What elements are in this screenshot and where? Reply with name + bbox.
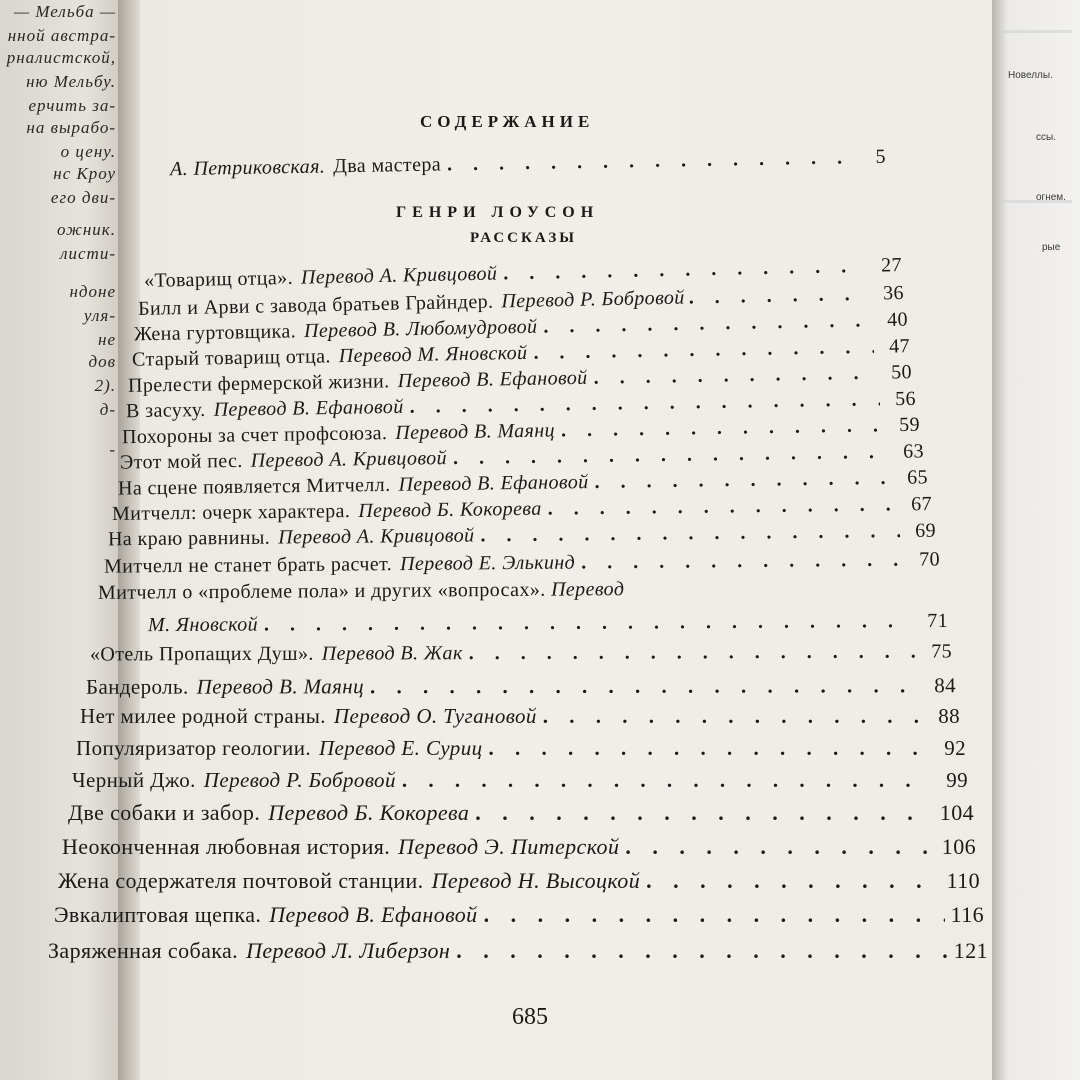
left-text-fragment: ожник. [56, 220, 116, 239]
entry-title: Черный Джо. [72, 768, 196, 792]
entry-page: 99 [946, 768, 968, 792]
leader-dots [264, 610, 912, 636]
leader-dots [593, 362, 876, 390]
entry-page: 56 [894, 387, 917, 411]
entry-title: Митчелл о «проблеме пола» и других «вопросах». [97, 578, 546, 604]
entry-translator: Перевод Е. Элькинд [399, 551, 576, 576]
leader-dots [484, 902, 945, 928]
entry-page: 121 [953, 938, 988, 963]
entry-page: 27 [880, 254, 903, 277]
entry-translator: М. Яновской [147, 613, 259, 637]
left-text-fragment: ндоне [69, 282, 116, 301]
entry-title: Нет милее родной страны. [80, 704, 326, 728]
toc-entry [76, 736, 966, 761]
toc-intro-page: 5 [875, 145, 887, 168]
left-text-fragment: на вырабо- [26, 118, 116, 137]
entry-translator: Перевод В. Ефановой [213, 395, 404, 421]
leader-dots [469, 641, 916, 666]
entry-title: Бандероль. [85, 674, 189, 699]
entry-title: В засуху. [125, 398, 206, 423]
entry-page: 47 [888, 335, 911, 358]
left-text-fragment: д- [99, 400, 116, 419]
faint-line [1002, 30, 1072, 33]
entry-page: 50 [890, 361, 913, 384]
entry-title: Митчелл не станет брать расчет. [103, 553, 393, 578]
toc-entry [58, 868, 980, 894]
entry-translator: Перевод В. Маянц [196, 674, 365, 699]
right-text-fragment: огнем. [1036, 192, 1066, 203]
leader-dots [594, 467, 892, 494]
leader-dots [548, 493, 897, 520]
entry-title: Билл и Арви с завода братьев Грайндер. [137, 290, 494, 321]
left-text-fragment: ню Мельбу. [26, 72, 116, 91]
right-text-fragment: ссы. [1036, 132, 1056, 143]
right-text-fragment: Новеллы. [1008, 70, 1053, 81]
leader-dots [625, 834, 935, 860]
leader-dots [489, 736, 930, 761]
entry-title: Неоконченная любовная история. [62, 834, 391, 859]
toc-entry [86, 673, 956, 700]
leader-dots [480, 520, 900, 547]
entry-title: Митчелл: очерк характера. [111, 500, 351, 526]
leader-dots [402, 768, 932, 793]
leader-dots [456, 938, 948, 964]
toc-entry [54, 902, 984, 928]
left-text-fragment: его дви- [50, 188, 116, 207]
entry-page: 88 [938, 704, 960, 728]
entry-translator: Перевод А. Кривцовой [300, 262, 498, 289]
left-text-fragment: о цену. [60, 142, 116, 161]
leader-dots [475, 800, 934, 826]
left-text-fragment: — Мельба — [14, 2, 116, 21]
left-text-fragment: рналистской, [6, 48, 116, 67]
entry-translator: Перевод Е. Суриц [318, 736, 483, 760]
entry-translator: Перевод Л. Либерзон [246, 938, 451, 963]
left-text-fragment: листи- [60, 244, 116, 263]
entry-translator: Перевод В. Ефановой [397, 366, 588, 393]
entry-page: 40 [886, 308, 909, 331]
entry-page: 92 [944, 736, 966, 760]
left-text-fragment: уля- [83, 306, 116, 325]
left-text-fragment: - [109, 440, 116, 459]
toc-entry-wrapped-line1 [98, 578, 624, 605]
toc-entry [62, 834, 976, 860]
leader-dots [543, 704, 924, 729]
entry-page: 116 [950, 902, 984, 927]
leader-dots [646, 868, 941, 894]
entry-translator: Перевод Р. Бобровой [501, 286, 685, 313]
entry-title: На сцене появляется Митчелл. [117, 473, 391, 500]
entry-translator: Перевод А. Кривцовой [250, 447, 448, 472]
entry-translator: Перевод В. Маянц [395, 419, 556, 444]
author-heading: ГЕНРИ ЛОУСОН [396, 204, 600, 221]
entry-title: Старый товарищ отца. [131, 345, 331, 371]
toc-entry [72, 768, 968, 793]
left-text-fragment: дов [88, 352, 116, 371]
toc-entry [80, 704, 960, 729]
entry-translator: Перевод В. Ефановой [398, 471, 589, 496]
entry-page: 65 [906, 466, 929, 489]
entry-page: 104 [939, 800, 974, 825]
toc-entry-wrapped-line2 [148, 610, 948, 637]
left-text-fragment: нной австра- [7, 26, 116, 45]
entry-page: 67 [911, 492, 933, 516]
entry-translator: Перевод О. Тугановой [333, 704, 537, 728]
entry-title: «Отель Пропащих Душ». [89, 642, 314, 666]
left-text-fragment: ерчить за- [28, 96, 116, 115]
toc-intro-author: А. Петриковская. [169, 155, 326, 181]
entry-title: На краю равнины. [107, 526, 271, 551]
entry-title: Эвкалиптовая щепка. [54, 902, 262, 927]
entry-translator: Перевод Б. Кокорева [358, 497, 542, 522]
entry-page: 71 [927, 609, 949, 633]
leader-dots [581, 549, 904, 575]
entry-page: 36 [882, 281, 905, 305]
toc-title: СОДЕРЖАНИЕ [420, 112, 595, 131]
entry-page: 69 [915, 519, 937, 542]
right-page-fragment [992, 0, 1080, 1080]
entry-title: Этот мой пес. [119, 449, 243, 474]
entry-translator: Перевод М. Яновской [338, 341, 528, 368]
entry-title: Похороны за счет профсоюза. [121, 422, 388, 449]
left-text-fragment: нс Кроу [53, 164, 116, 183]
entry-page: 84 [934, 673, 957, 698]
entry-page: 110 [946, 868, 980, 893]
entry-title: Популяризатор геологии. [76, 736, 311, 760]
toc-entry [48, 938, 988, 964]
entry-translator: Перевод Б. Кокорева [268, 800, 470, 825]
entry-translator: Перевод Р. Бобровой [203, 768, 396, 792]
right-text-fragment: рые [1042, 242, 1061, 253]
entry-page: 63 [902, 440, 925, 463]
left-text-fragment: 2). [94, 376, 116, 395]
entry-title: Две собаки и забор. [68, 800, 261, 825]
entry-page: 70 [919, 548, 941, 571]
entry-translator: Перевод В. Ефановой [269, 902, 478, 927]
entry-translator: Перевод В. Любомудровой [303, 315, 538, 343]
entry-translator: Перевод Э. Питерской [398, 834, 620, 859]
entry-translator: Перевод [550, 578, 625, 601]
toc-intro-title: Два мастера [333, 153, 442, 178]
leader-dots [688, 283, 870, 310]
section-heading: РАССКАЗЫ [470, 230, 577, 246]
entry-translator: Перевод Н. Высоцкой [431, 868, 641, 893]
entry-title: «Товарищ отца». [143, 266, 294, 292]
entry-page: 59 [898, 413, 921, 437]
entry-page: 75 [931, 640, 953, 663]
entry-title: Прелести фермерской жизни. [127, 370, 390, 397]
page-number: 685 [512, 1004, 548, 1030]
leader-dots [370, 673, 920, 699]
entry-translator: Перевод А. Кривцовой [278, 524, 475, 549]
entry-title: Жена содержателя почтовой станции. [58, 868, 424, 893]
entry-page: 106 [941, 834, 976, 859]
entry-title: Заряженная собака. [48, 938, 239, 963]
toc-entry [68, 800, 974, 826]
toc-entry [90, 640, 952, 666]
left-text-fragment: не [98, 330, 116, 349]
entry-translator: Перевод В. Жак [321, 642, 463, 665]
entry-title: Жена гуртовщика. [133, 320, 297, 346]
